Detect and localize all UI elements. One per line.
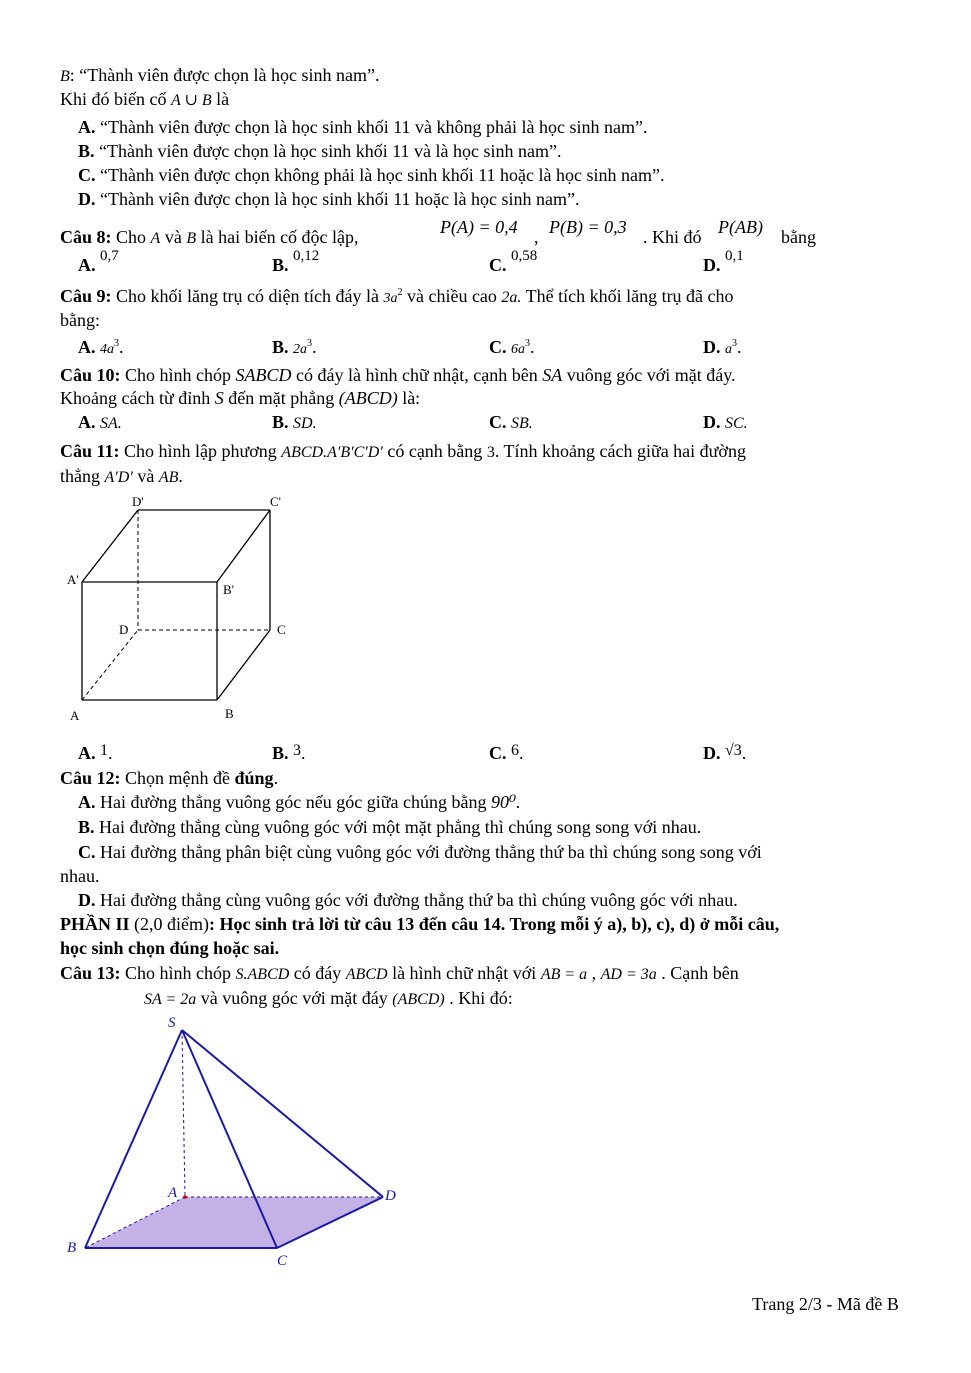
option-value: 3	[293, 742, 302, 759]
question-13	[60, 962, 739, 986]
label-d1: D'	[132, 494, 144, 509]
union-option-a[interactable]	[78, 116, 647, 138]
q11-option-a[interactable]	[78, 742, 113, 766]
q13-text: có đáy	[289, 963, 346, 983]
q12-option-a[interactable]	[78, 791, 521, 813]
option-value: 6a	[511, 342, 525, 357]
part2-title: PHẦN II	[60, 914, 130, 934]
prob-a-value: P(A) = 0,4	[440, 217, 518, 237]
q8-text: là hai biến cố độc lập,	[196, 227, 359, 247]
option-text-cont: nhau.	[60, 866, 100, 886]
q8-option-a[interactable]	[78, 248, 119, 276]
option-text: “Thành viên được chọn không phải là học sinh khối 11 hoặc là học sinh nam”.	[100, 165, 665, 185]
q8-text: bằng	[781, 227, 816, 247]
label-b: B	[225, 706, 234, 721]
option-label: A.	[78, 117, 96, 137]
option-label: C.	[489, 412, 507, 432]
edge-a1d1	[82, 510, 138, 582]
option-value: 0,1	[725, 248, 744, 264]
option-label: B.	[78, 817, 95, 837]
q11-text: thẳng	[60, 466, 105, 486]
q10-option-d[interactable]	[703, 411, 748, 435]
q12-text: Chọn mệnh đề	[120, 768, 235, 788]
ad-length: AD = 3a	[600, 966, 657, 983]
question-label: Câu 9:	[60, 286, 112, 306]
option-text: “Thành viên được chọn là học sinh khối 11 và không phải là học sinh nam”.	[100, 117, 648, 137]
base-face	[85, 1197, 383, 1248]
ab-length: AB = a	[540, 966, 588, 983]
prob-b	[549, 216, 627, 238]
footer-text: Trang 2/3 - Mã đề B	[752, 1294, 899, 1314]
option-exp: 3	[307, 338, 313, 349]
union-math: A ∪ B	[170, 92, 212, 109]
option-end: .	[741, 743, 747, 763]
option-exp: 3	[525, 338, 530, 349]
option-label: B.	[272, 743, 289, 763]
q11-text: Cho hình lập phương	[119, 441, 282, 461]
pyramid-figure	[55, 1010, 415, 1270]
q11-option-c[interactable]	[489, 742, 524, 766]
comma	[534, 226, 539, 248]
label-c1: C'	[270, 494, 282, 509]
q10-text: có đáy là hình chữ nhật, cạnh bên	[291, 365, 543, 385]
comma-text: ,	[534, 227, 539, 247]
q10-text: Cho hình chóp	[120, 365, 236, 385]
pyramid-name: SABCD	[235, 365, 292, 385]
q11-option-b[interactable]	[272, 742, 306, 766]
union-option-c[interactable]	[78, 164, 664, 186]
q10-option-a[interactable]	[78, 411, 122, 435]
q9-text: Thể tích khối lăng trụ đã cho	[521, 286, 734, 306]
q8-text-end	[781, 226, 816, 248]
edge-bc	[217, 630, 270, 700]
label-s: S	[168, 1015, 176, 1031]
q13-text: . Cạnh bên	[656, 963, 739, 983]
option-end: .	[737, 337, 742, 357]
option-value: 1	[100, 742, 108, 759]
option-label: D.	[78, 890, 96, 910]
base-name: ABCD	[345, 966, 388, 983]
sa-length: SA = 2a	[144, 991, 197, 1008]
option-label: C.	[489, 743, 507, 763]
option-value: SB.	[511, 415, 533, 432]
option-label: A.	[78, 743, 96, 763]
option-value: 0,58	[511, 248, 538, 264]
cube-name: ABCD.A′B′C′D′	[281, 444, 383, 461]
question-label: Câu 8:	[60, 227, 112, 247]
q9-text: Cho khối lăng trụ có diện tích đáy là	[111, 286, 384, 306]
event-b-definition	[60, 64, 379, 88]
option-value: SA.	[100, 415, 122, 432]
vertex-s: S	[214, 388, 224, 408]
option-label: C.	[489, 337, 507, 357]
base-area: 3a	[383, 291, 398, 306]
option-value: a	[725, 342, 732, 357]
option-label: C.	[78, 842, 96, 862]
union-question-post: là	[211, 89, 230, 109]
q10-text: đến mặt phẳng	[223, 388, 339, 408]
label-a1: A'	[67, 572, 79, 587]
question-label: Câu 12:	[60, 768, 121, 788]
q9-line2	[60, 309, 100, 331]
option-end: .	[312, 337, 317, 357]
q12-emphasis: đúng	[234, 768, 274, 788]
event-b-var: B	[60, 68, 70, 85]
q11-text: và	[132, 466, 159, 486]
q9-text: và chiều cao	[402, 286, 502, 306]
option-text: Hai đường thẳng cùng vuông góc với một mặt phẳng thì chúng song song với nhau.	[99, 817, 702, 837]
q9-option-c[interactable]	[489, 336, 535, 361]
option-label: D.	[703, 743, 721, 763]
q9-text: bằng:	[60, 310, 100, 330]
q11-text: .	[178, 466, 183, 486]
q8-option-b[interactable]	[272, 248, 320, 276]
option-end: .	[108, 743, 113, 763]
option-label: D.	[703, 337, 721, 357]
height: 2a.	[501, 289, 522, 306]
q13-line2	[144, 987, 513, 1011]
edge-sd	[182, 1030, 383, 1197]
q13-text: ,	[587, 963, 601, 983]
cube-figure	[55, 490, 315, 730]
union-question-pre: Khi đó biến cố	[60, 89, 171, 109]
q13-text: . Khi đó:	[444, 988, 513, 1008]
label-b1: B'	[223, 582, 235, 597]
option-label: B.	[272, 412, 289, 432]
q10-text: Khoảng cách từ đỉnh	[60, 388, 215, 408]
q13-text: Cho hình chóp	[120, 963, 236, 983]
q8-option-c[interactable]	[489, 248, 538, 276]
part2-instructions-cont: học sinh chọn đúng hoặc sai.	[60, 938, 280, 958]
q12-option-c[interactable]	[78, 841, 762, 863]
part2-points: (2,0 điểm)	[129, 914, 209, 934]
option-label: B.	[78, 141, 95, 161]
plane-abcd: (ABCD)	[338, 388, 398, 408]
option-end: .	[519, 743, 524, 763]
union-question	[60, 88, 229, 112]
option-value: SD.	[293, 415, 317, 432]
q11-line2	[60, 465, 183, 489]
q8-text: . Khi đó	[643, 227, 702, 247]
edge-ad-hidden	[82, 630, 138, 700]
option-value: 4a	[100, 342, 114, 357]
q8-text: và	[160, 227, 187, 247]
prob-ab-value: P(AB)	[718, 217, 763, 237]
q8-option-d[interactable]	[703, 248, 744, 276]
q12-option-b[interactable]	[78, 816, 701, 838]
label-d: D	[385, 1188, 396, 1204]
option-value: SC.	[725, 415, 748, 432]
option-text: Hai đường thẳng vuông góc nếu góc giữa chúng bằng	[100, 792, 491, 812]
option-exp: 3	[114, 338, 119, 349]
option-label: A.	[78, 412, 96, 432]
q13-text: và vuông góc với mặt đáy	[196, 988, 393, 1008]
q8-text-tail	[643, 226, 702, 248]
option-label: D.	[703, 255, 721, 275]
point-a	[183, 1195, 187, 1199]
part2-instructions: : Học sinh trả lời từ câu 13 đến câu 14. Trong mỗi ý a), b), c), d) ở mỗi câu,	[209, 914, 780, 934]
edge-sa-hidden	[182, 1030, 185, 1197]
option-tail: 90⁰.	[490, 792, 521, 812]
question-8	[60, 226, 359, 250]
option-label: A.	[78, 792, 96, 812]
q12-text: .	[273, 768, 279, 788]
q8-text: Cho	[111, 227, 151, 247]
q13-text: là hình chữ nhật với	[387, 963, 541, 983]
q12-option-c-cont	[60, 865, 100, 887]
prob-b-value: P(B) = 0,3	[549, 217, 627, 237]
option-value: 0,7	[100, 248, 119, 264]
q11-text: . Tính khoảng cách giữa hai đường	[494, 441, 746, 461]
option-text: Hai đường thẳng phân biệt cùng vuông góc với đường thẳng thứ ba thì chúng song song với	[100, 842, 762, 862]
label-d: D	[119, 622, 129, 637]
q9-option-b[interactable]	[272, 336, 317, 361]
option-exp: 3	[732, 338, 737, 349]
edge-length: 3	[486, 444, 495, 461]
question-11	[60, 440, 746, 464]
option-value: 0,12	[293, 248, 320, 264]
q10-option-b[interactable]	[272, 411, 317, 435]
question-label: Câu 11:	[60, 441, 120, 461]
option-end: .	[530, 337, 535, 357]
line-ab: AB	[158, 469, 179, 486]
q11-option-d[interactable]	[703, 742, 746, 766]
prob-a	[440, 216, 518, 238]
q10-text: là:	[397, 388, 421, 408]
question-9	[60, 285, 734, 310]
label-a: A	[168, 1185, 178, 1201]
option-value: 6	[511, 742, 519, 759]
option-text: “Thành viên được chọn là học sinh khối 11 hoặc là học sinh nam”.	[100, 189, 580, 209]
option-label: A.	[78, 337, 96, 357]
option-label: D.	[78, 189, 96, 209]
edge-sa: SA	[542, 365, 563, 385]
option-label: B.	[272, 255, 289, 275]
label-b: B	[67, 1240, 77, 1256]
option-value: 2a	[293, 342, 308, 357]
part2-line2	[60, 937, 279, 959]
q10-text: vuông góc với mặt đáy.	[562, 365, 736, 385]
q9-option-a[interactable]	[78, 336, 124, 361]
option-label: C.	[489, 255, 507, 275]
q9-option-d[interactable]	[703, 336, 742, 361]
option-text: Hai đường thẳng cùng vuông góc với đường thẳng thứ ba thì chúng vuông góc với nhau.	[100, 890, 738, 910]
prob-ab	[718, 216, 763, 238]
part2-heading	[60, 913, 779, 935]
event-a: A	[150, 230, 161, 247]
q10-line2	[60, 387, 420, 409]
plane-abcd: (ABCD)	[392, 991, 445, 1008]
question-10	[60, 364, 912, 386]
option-end: .	[119, 337, 124, 357]
option-label: A.	[78, 255, 96, 275]
label-a: A	[70, 708, 80, 723]
option-text: “Thành viên được chọn là học sinh khối 11 và là học sinh nam”.	[99, 141, 562, 161]
label-c: C	[277, 1253, 288, 1269]
union-option-b[interactable]	[78, 140, 562, 162]
q12-option-d[interactable]	[78, 889, 738, 911]
event-b: B	[186, 230, 197, 247]
q10-option-c[interactable]	[489, 411, 533, 435]
pyramid-name: S.ABCD	[235, 966, 290, 983]
base-area-exp: 2	[397, 287, 403, 298]
option-label: C.	[78, 165, 96, 185]
label-c: C	[277, 622, 286, 637]
q11-text: có cạnh bằng	[382, 441, 487, 461]
option-end: .	[301, 743, 306, 763]
option-value: √3	[725, 742, 742, 759]
option-label: B.	[272, 337, 289, 357]
edge-b1c1	[217, 510, 270, 582]
option-label: D.	[703, 412, 721, 432]
question-label: Câu 10:	[60, 365, 121, 385]
event-b-text: : “Thành viên được chọn là học sinh nam”.	[69, 65, 380, 85]
union-option-d[interactable]	[78, 188, 579, 210]
line-a1d1: A′D′	[104, 469, 133, 486]
question-12	[60, 767, 278, 789]
question-label: Câu 13:	[60, 963, 121, 983]
page-footer	[752, 1293, 899, 1315]
